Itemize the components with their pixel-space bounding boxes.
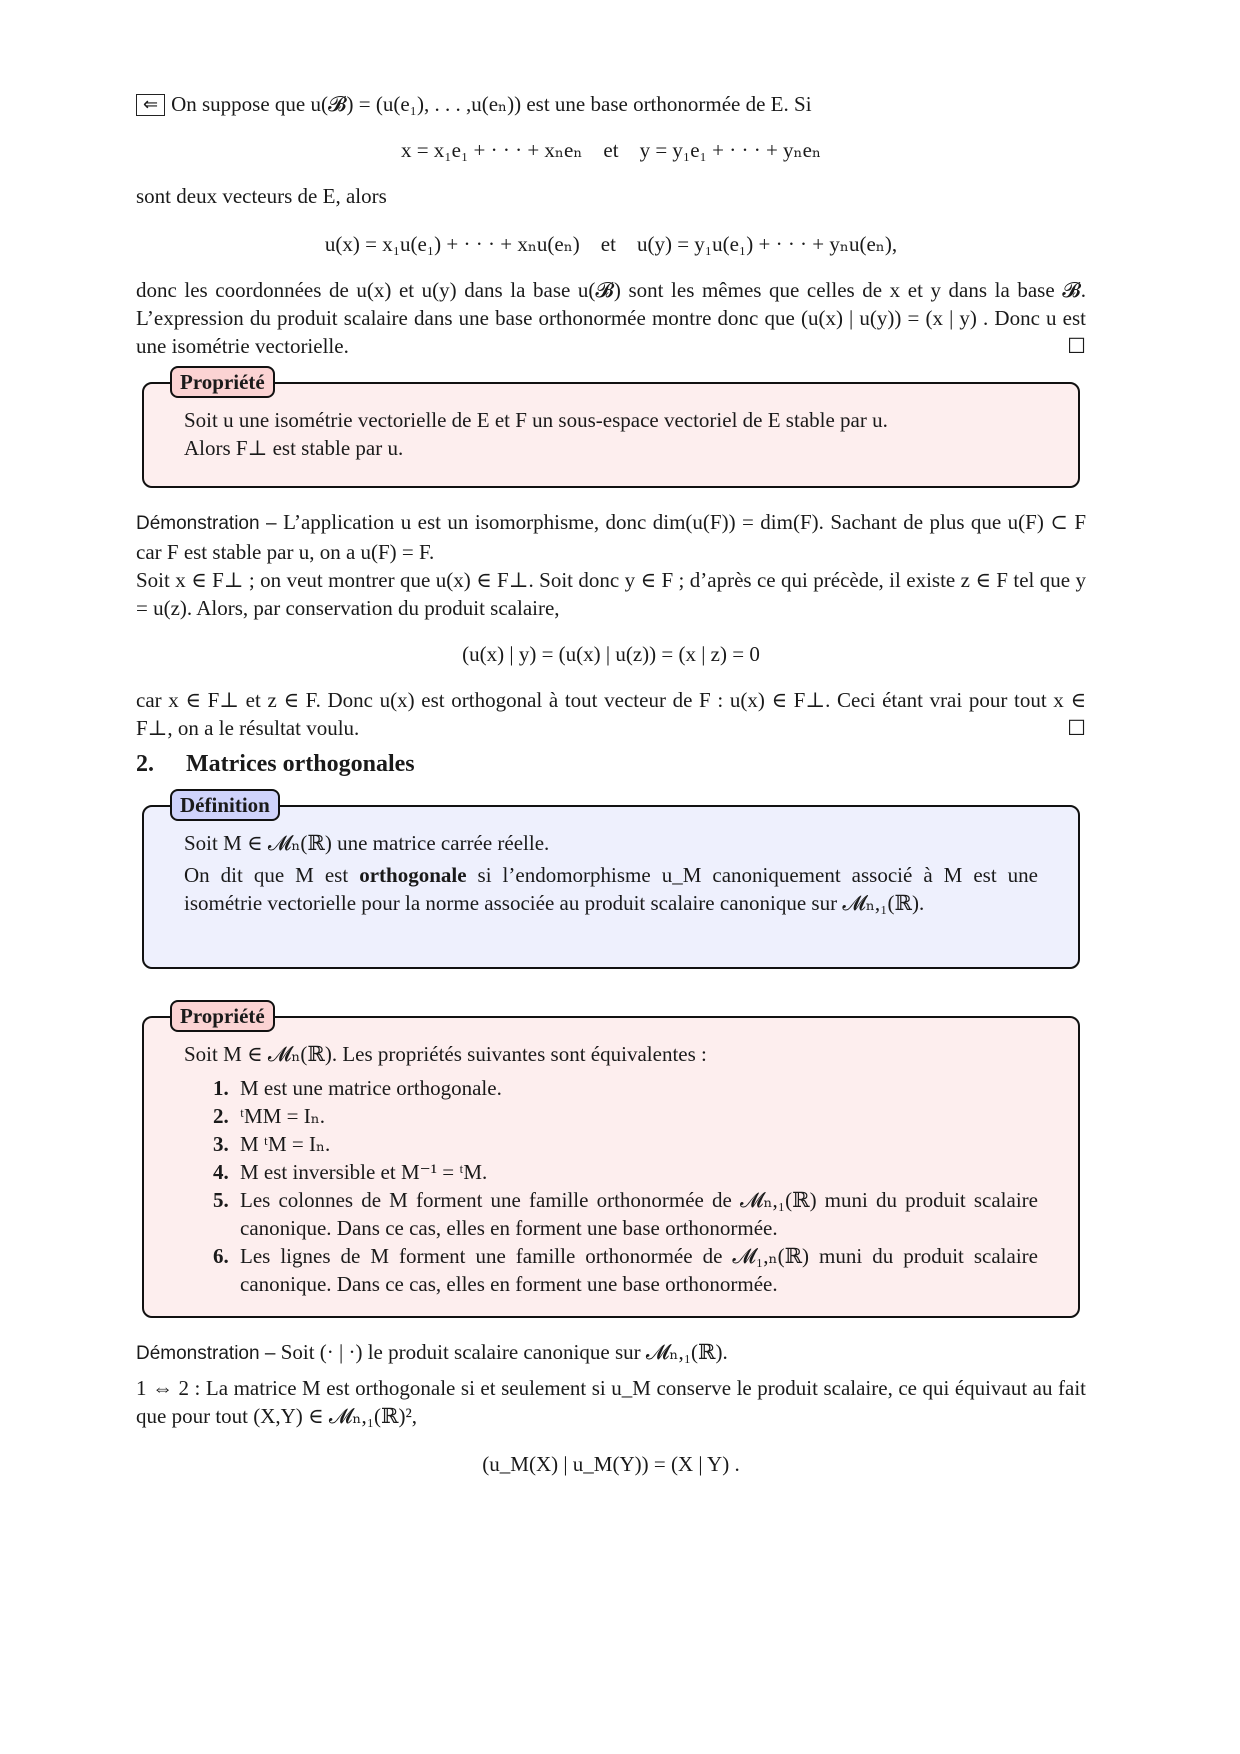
equivalence-list	[184, 1074, 1038, 1298]
definition-box	[142, 793, 1080, 969]
demonstration-label: Démonstration –	[136, 1343, 281, 1364]
list-item: 6. Les lignes de M forment une famille orthonormée de 𝓜₁,ₙ(ℝ) muni du produit scalaire canonique. Dans ce cas, elles en forment une base orthonormée.	[234, 1242, 1038, 1298]
section-heading	[136, 750, 415, 778]
demonstration	[136, 508, 1086, 742]
demonstration-paragraph: Démonstration – L’application u est un isomorphisme, donc dim(u(F)) = dim(F). Sachant de plus que u(F) ⊂ F car F est stable par u, on a u(F) = F.	[136, 510, 1086, 564]
section-number: 2.	[136, 751, 154, 777]
qed-icon: ☐	[1067, 716, 1086, 740]
list-item: 5. Les colonnes de M forment une famille orthonormée de 𝓜ₙ,₁(ℝ) muni du produit scalaire canonique. Dans ce cas, elles en forment une base orthonormée.	[234, 1186, 1038, 1242]
property-statement-line: Alors F⊥ est stable par u.	[184, 436, 404, 460]
demonstration-label: Démonstration –	[136, 513, 284, 534]
list-item: 2. ᵗMM = Iₙ.	[234, 1102, 1038, 1130]
property-box	[142, 1004, 1080, 1318]
back-arrow-icon: ⇐	[136, 94, 165, 116]
demonstration-paragraph: Soit x ∈ F⊥ ; on veut montrer que u(x) ∈ F⊥. Soit donc y ∈ F ; d’après ce qui précède, il existe z ∈ F tel que y = u(z). Alors, par conservation du produit scalaire,	[136, 568, 1086, 620]
equation-xy: x = x₁e₁ + · · · + xₙeₙ et y = y₁e₁ + · · · + yₙeₙ	[400, 138, 822, 162]
definition-line: Soit M ∈ 𝓜ₙ(ℝ) une matrice carrée réelle.	[184, 831, 550, 855]
demonstration	[136, 1338, 1086, 1478]
keyword-orthogonale: orthogonale	[359, 863, 467, 887]
proof-conclusion: donc les coordonnées de u(x) et u(y) dans la base u(𝓑) sont les mêmes que celles de x et y dans la base 𝓑. L’expression du produit scalaire dans une base orthonormée montre donc que (u(x) | u(y)) = (x | y) . Donc u est une isométrie vectorielle. ☐	[136, 278, 1086, 358]
property-title: Propriété	[170, 366, 275, 398]
property-box	[142, 370, 1080, 488]
proof-line: sont deux vecteurs de E, alors	[136, 184, 387, 208]
section-title: Matrices orthogonales	[186, 751, 415, 777]
property-title: Propriété	[170, 1000, 275, 1032]
equation: (u_M(X) | u_M(Y)) = (X | Y) .	[482, 1452, 740, 1476]
property-intro: Soit M ∈ 𝓜ₙ(ℝ). Les propriétés suivantes sont équivalentes :	[184, 1042, 707, 1066]
list-item: 3. M ᵗM = Iₙ.	[234, 1130, 1038, 1158]
demonstration-paragraph: Démonstration – Soit (· | ·) le produit scalaire canonique sur 𝓜ₙ,₁(ℝ).	[136, 1340, 728, 1364]
property-statement-line: Soit u une isométrie vectorielle de E et F un sous-espace vectoriel de E stable par u.	[184, 408, 888, 432]
demonstration-paragraph: car x ∈ F⊥ et z ∈ F. Donc u(x) est orthogonal à tout vecteur de F : u(x) ∈ F⊥. Ceci étant vrai pour tout x ∈ F⊥, on a le résultat voulu. ☐	[136, 688, 1086, 740]
list-item: 4. M est inversible et M⁻¹ = ᵗM.	[234, 1158, 1038, 1186]
equation: (u(x) | y) = (u(x) | u(z)) = (x | z) = 0	[462, 642, 760, 666]
demonstration-paragraph: 1 ⇔ 2 : La matrice M est orthogonale si et seulement si u_M conserve le produit scalaire, ce qui équivaut au fait que pour tout (X,Y) ∈ 𝓜ₙ,₁(ℝ)²,	[136, 1376, 1086, 1428]
proof-intro: ⇐ On suppose que u(𝓑) = (u(e₁), . . . ,u(eₙ)) est une base orthonormée de E. Si	[136, 90, 1086, 118]
definition-line: On dit que M est orthogonale si l’endomorphisme u_M canoniquement associé à M est une isométrie vectorielle pour la norme associée au produit scalaire canonique sur 𝓜ₙ,₁(ℝ).	[184, 863, 1038, 915]
qed-icon: ☐	[1067, 334, 1086, 358]
definition-title: Définition	[170, 789, 280, 821]
list-item: 1. M est une matrice orthogonale.	[234, 1074, 1038, 1102]
equation-ux-uy: u(x) = x₁u(e₁) + · · · + xₙu(eₙ) et u(y) = y₁u(e₁) + · · · + yₙu(eₙ),	[324, 232, 898, 256]
